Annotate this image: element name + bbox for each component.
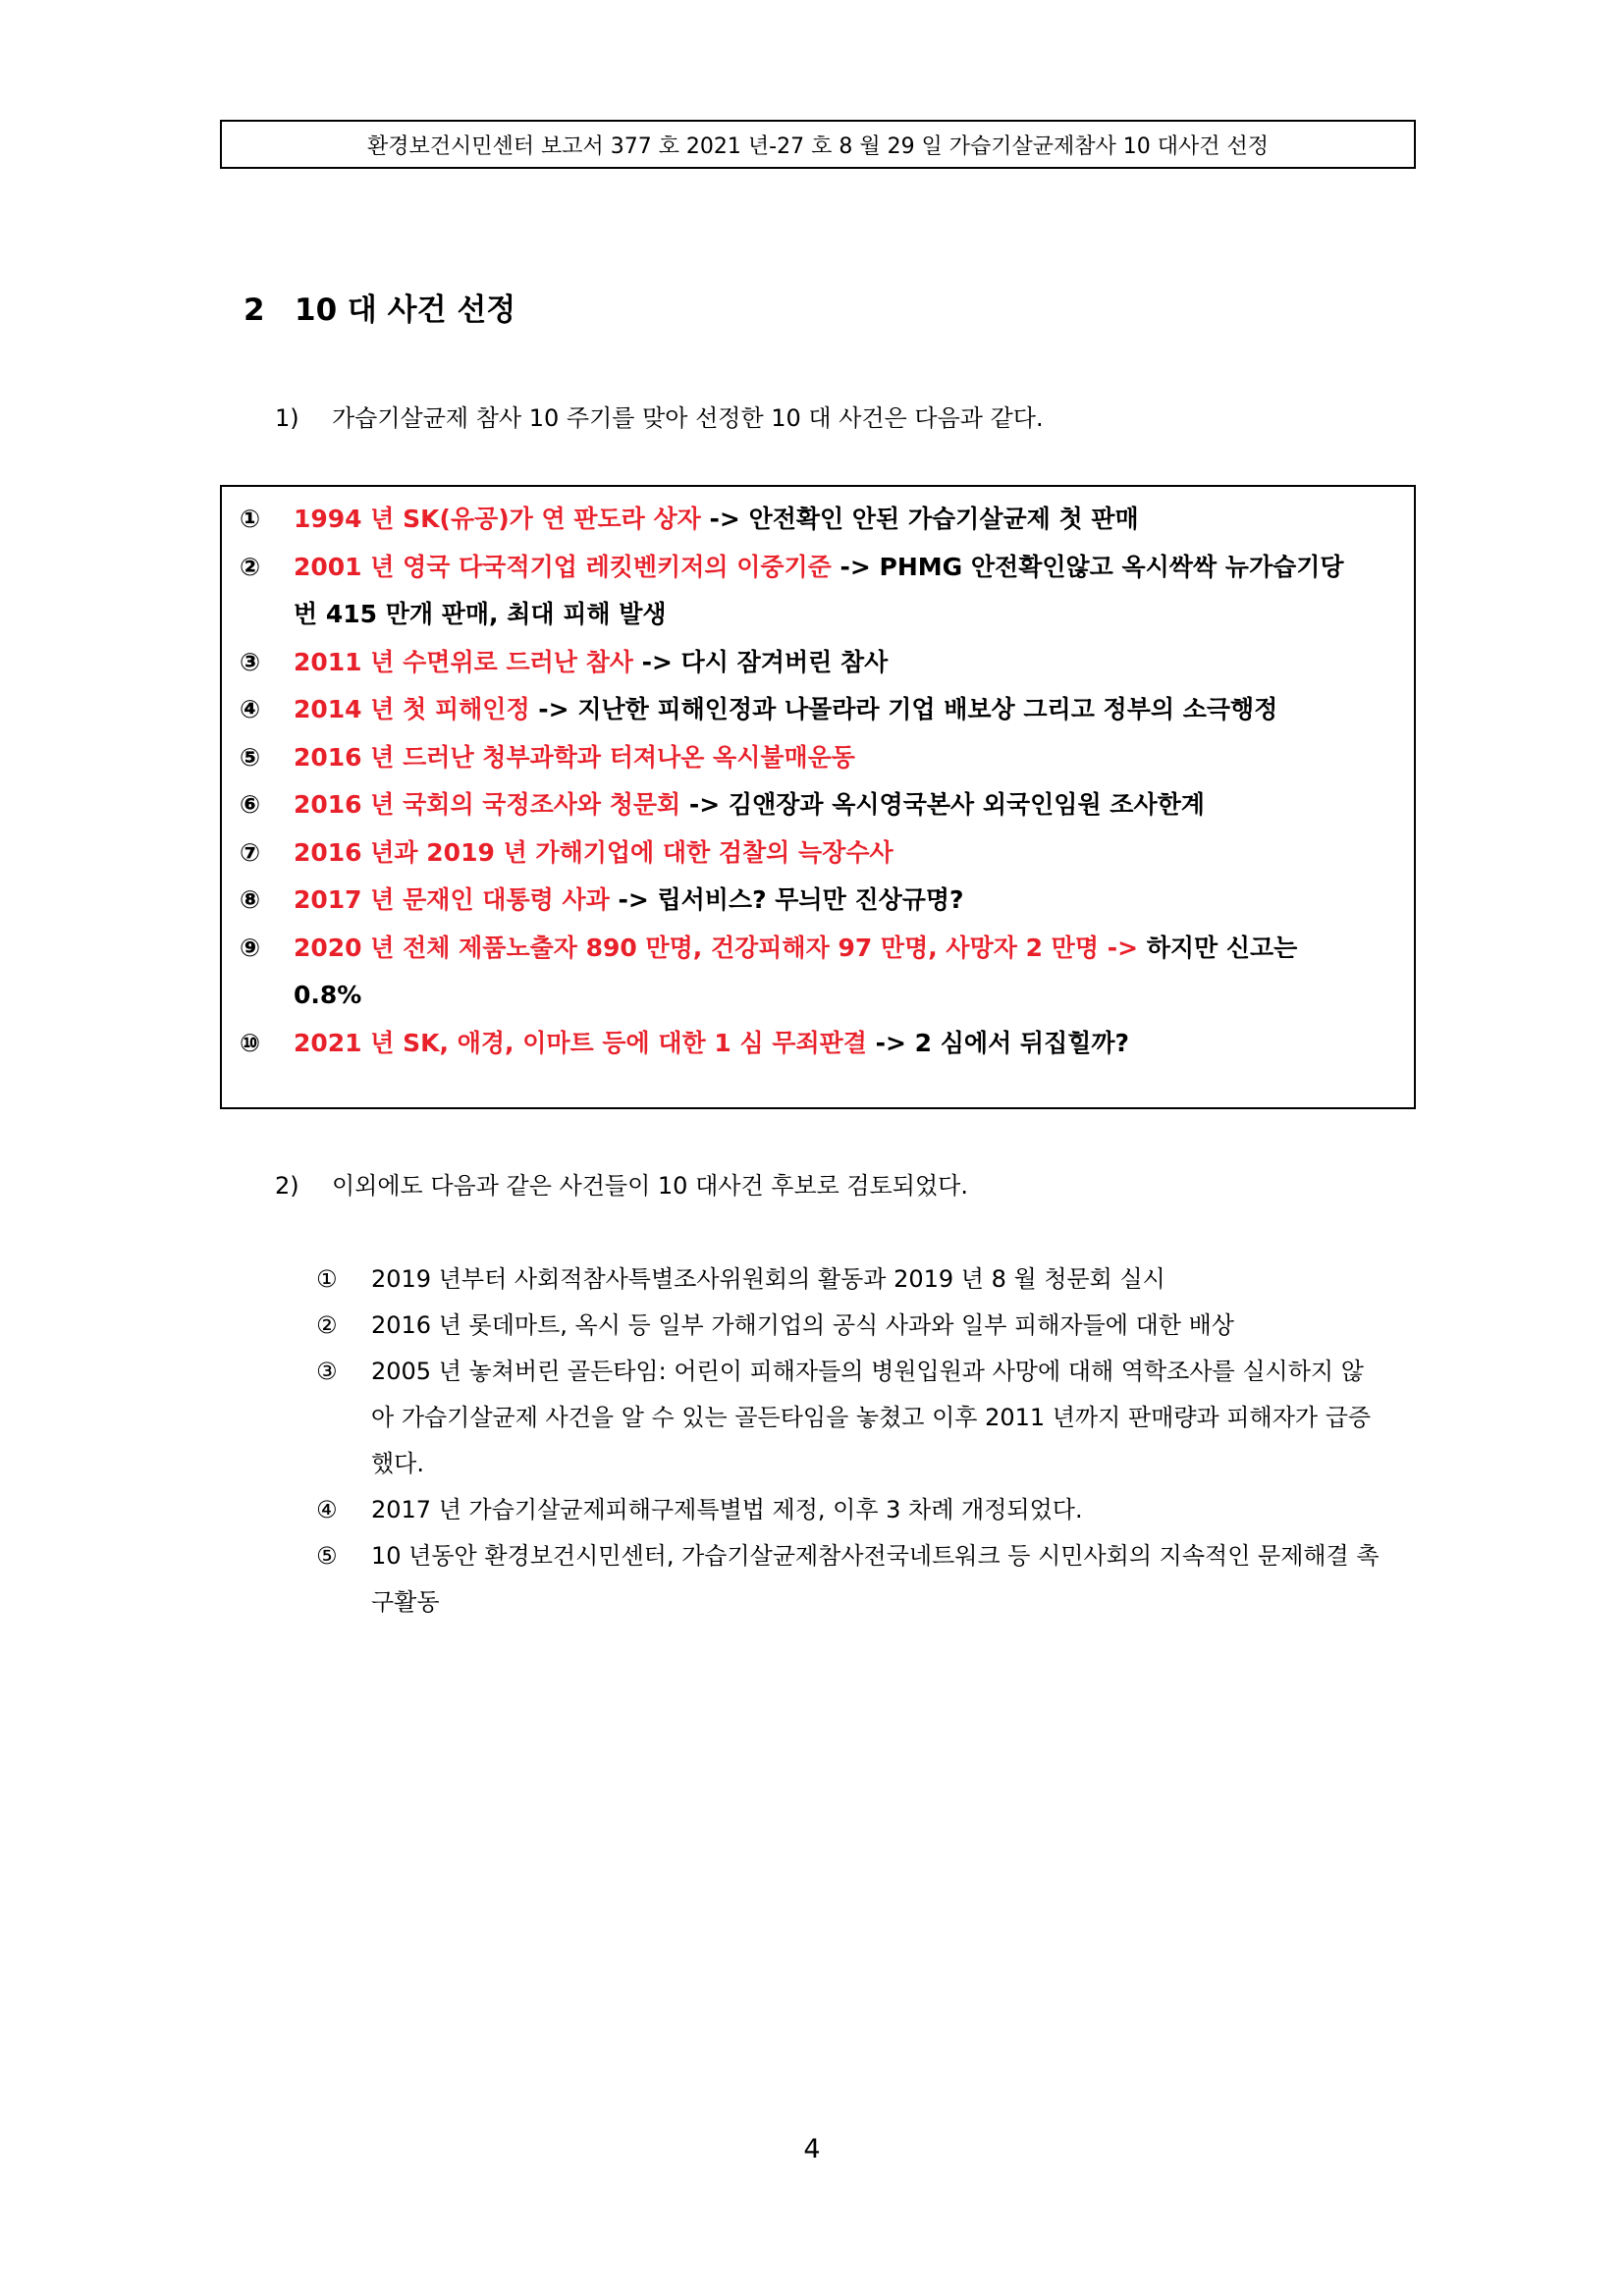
event-item: [222, 877, 1414, 925]
candidate-text: 10 년동안 환경보건시민센터, 가습기살균제참사전국네트워크 등 시민사회의 지속적인 문제해결 촉구활동: [371, 1542, 1380, 1616]
event-marker: ⑤: [240, 742, 261, 772]
candidate-marker: ④: [316, 1496, 338, 1523]
event-note: -> 김앤장과 옥시영국본사 외국인임원 조사한계: [680, 790, 1205, 819]
event-note: -> 안전확인 안된 가습기살균제 첫 판매: [700, 505, 1139, 533]
candidate-text: 2005 년 놓쳐버린 골든타임: 어린이 피해자들의 병원입원과 사망에 대해 역학조사를 실시하지 않아 가습기살균제 사건을 알 수 있는 골든타임을 놓쳤고 이후 2011 년까지 판매량과 피해자가 급증했다.: [371, 1358, 1372, 1477]
event-item: [222, 734, 1414, 782]
sub-intro-text: 이외에도 다음과 같은 사건들이 10 대사건 후보로 검토되었다.: [332, 1172, 968, 1200]
section-title-text: 10 대 사건 선정: [295, 293, 516, 328]
event-highlight: 2017 년 문재인 대통령 사과: [294, 885, 610, 914]
event-marker: ①: [240, 505, 261, 533]
event-marker: ③: [240, 647, 261, 676]
event-item: [222, 544, 1414, 639]
event-note: -> 립서비스? 무늬만 진상규명?: [609, 885, 964, 914]
event-highlight: 1994 년 SK(유공)가 연 판도라 상자: [294, 505, 701, 533]
candidate-marker: ①: [316, 1265, 338, 1293]
event-highlight: 2016 년과 2019 년 가해기업에 대한 검찰의 늑장수사: [294, 837, 893, 867]
sub-intro-number: 2): [275, 1172, 299, 1200]
event-highlight: 2020 년 전체 제품노출자 890 만명, 건강피해자 97 만명, 사망자 2 만명 ->: [294, 933, 1139, 962]
event-item: [222, 639, 1414, 687]
candidate-events-list: [316, 1256, 1386, 1626]
candidate-item: [316, 1349, 1386, 1487]
event-item: [222, 1020, 1414, 1068]
event-note: -> 지난한 피해인정과 나몰라라 기업 배보상 그리고 정부의 소극행정: [529, 695, 1278, 723]
report-header-text: 환경보건시민센터 보고서 377 호 2021 년-27 호 8 월 29 일 가습기살균제참사 10 대사건 선정: [366, 133, 1270, 159]
intro-number: 1): [275, 404, 299, 432]
intro-paragraph: [275, 399, 1044, 433]
section-number: 2: [244, 293, 265, 328]
report-header: [220, 120, 1416, 169]
candidate-marker: ⑤: [316, 1542, 338, 1570]
event-marker: ⑨: [240, 933, 261, 962]
event-highlight: 2016 년 드러난 청부과학과 터져나온 옥시불매운동: [294, 742, 855, 772]
event-note: -> 다시 잠겨버린 참사: [632, 647, 889, 676]
event-marker: ⑩: [240, 1028, 261, 1057]
event-marker: ④: [240, 695, 261, 723]
event-marker: ②: [240, 552, 261, 581]
event-highlight: 2001 년 영국 다국적기업 레킷벤키저의 이중기준: [294, 552, 832, 581]
event-note: -> 2 심에서 뒤집힐까?: [866, 1028, 1130, 1057]
candidate-item: [316, 1533, 1386, 1626]
event-highlight: 2014 년 첫 피해인정: [294, 695, 530, 723]
event-note: 하지만 신고는 0.8%: [294, 933, 1298, 1009]
event-marker: ⑥: [240, 790, 261, 819]
candidate-item: [316, 1487, 1386, 1533]
candidate-marker: ③: [316, 1358, 338, 1385]
candidate-text: 2019 년부터 사회적참사특별조사위원회의 활동과 2019 년 8 월 청문회 실시: [371, 1265, 1165, 1293]
event-marker: ⑧: [240, 885, 261, 914]
event-item: [222, 686, 1414, 734]
event-note: -> PHMG 안전확인않고 옥시싹싹 뉴가습기당번 415 만개 판매, 최대 피해 발생: [294, 552, 1344, 628]
candidate-text: 2016 년 롯데마트, 옥시 등 일부 가해기업의 공식 사과와 일부 피해자들에 대한 배상: [371, 1311, 1234, 1339]
event-highlight: 2021 년 SK, 애경, 이마트 등에 대한 1 심 무죄판결: [294, 1028, 867, 1057]
candidate-item: [316, 1303, 1386, 1349]
sub-intro-paragraph: [275, 1166, 968, 1201]
candidate-text: 2017 년 가습기살균제피해구제특별법 제정, 이후 3 차례 개정되었다.: [371, 1496, 1083, 1523]
event-item: [222, 496, 1414, 544]
intro-text: 가습기살균제 참사 10 주기를 맞아 선정한 10 대 사건은 다음과 같다.: [332, 404, 1044, 432]
candidate-item: [316, 1256, 1386, 1303]
page-number: 4: [803, 2134, 821, 2164]
event-item: [222, 829, 1414, 878]
event-highlight: 2016 년 국회의 국정조사와 청문회: [294, 790, 681, 819]
candidate-marker: ②: [316, 1311, 338, 1339]
event-highlight: 2011 년 수면위로 드러난 참사: [294, 647, 633, 676]
top-10-events-box: [220, 485, 1416, 1109]
event-item: [222, 781, 1414, 829]
event-marker: ⑦: [240, 837, 261, 867]
event-item: [222, 925, 1414, 1020]
section-title: [244, 285, 515, 329]
